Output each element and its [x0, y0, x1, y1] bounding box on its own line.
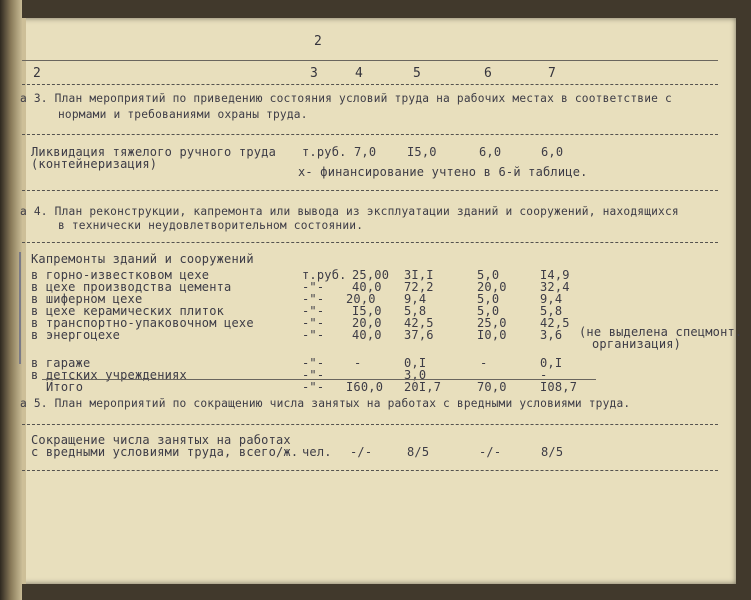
total-value-col5: 20I,7 — [404, 380, 442, 394]
section5-value-col6: -/- — [479, 445, 502, 459]
section5-row-unit: чел. — [302, 445, 332, 459]
section4-group-header: Капремонты зданий и сооружений — [31, 252, 254, 266]
row-value-col7: 32,4 — [540, 280, 570, 294]
row-value-col5: 5,8 — [404, 304, 427, 318]
row-value-col6: - — [480, 356, 488, 370]
row-value-col6: 5,0 — [477, 292, 500, 306]
row-unit: -"- — [302, 356, 325, 370]
row-value-col4: I5,0 — [352, 304, 382, 318]
row-value-col4: - — [354, 356, 362, 370]
section3-value-col7: 6,0 — [541, 145, 564, 159]
header-top-rule — [22, 60, 718, 61]
row-name: в детских учреждениях — [31, 368, 187, 382]
row-name: в гараже — [31, 356, 91, 370]
row-value-col6: 25,0 — [477, 316, 507, 330]
section3-value-col5: I5,0 — [407, 145, 437, 159]
row-value-col4: 40,0 — [352, 280, 382, 294]
col-header-5: 5 — [413, 66, 422, 81]
section5-rule-bottom — [22, 470, 718, 471]
margin-pencil-mark — [19, 252, 21, 364]
row-value-col7: I4,9 — [540, 268, 570, 282]
total-unit: -"- — [302, 380, 325, 394]
row-value-col6: 5,0 — [477, 304, 500, 318]
section5-value-col4: -/- — [350, 445, 373, 459]
row-value-col5: 42,5 — [404, 316, 434, 330]
row-unit: -"- — [302, 328, 325, 342]
row-value-col6: 20,0 — [477, 280, 507, 294]
section3-footnote: х- финансирование учтено в 6-й таблице. — [298, 165, 588, 179]
row-value-col6: I0,0 — [477, 328, 507, 342]
row-value-col7: 5,8 — [540, 304, 563, 318]
row-unit: т.руб. — [302, 268, 347, 282]
row-value-col7: 3,6 — [540, 328, 563, 342]
col-header-4: 4 — [355, 66, 364, 81]
row-value-col5: 72,2 — [404, 280, 434, 294]
col-header-7: 7 — [548, 66, 557, 81]
col-header-6: 6 — [484, 66, 493, 81]
row-value-col5: 3,0 — [404, 368, 427, 382]
total-label: Итого — [46, 380, 84, 394]
row-unit: -"- — [302, 368, 325, 382]
section5-value-col7: 8/5 — [541, 445, 564, 459]
section3-value-col6: 6,0 — [479, 145, 502, 159]
header-bottom-rule — [22, 84, 718, 85]
section5-row-name-line2: с вредными условиями труда, всего/ж. — [31, 445, 299, 459]
section5-value-col5: 8/5 — [407, 445, 430, 459]
row-value-col5: 3I,I — [404, 268, 434, 282]
row-value-col7: 42,5 — [540, 316, 570, 330]
section3-title-line2: нормами и требованиями охраны труда. — [58, 108, 308, 121]
section5-row-name-line1: Сокращение числа занятых на работах — [31, 433, 291, 447]
section3-rule-bottom — [22, 190, 718, 191]
side-note-line2: организация) — [592, 337, 682, 351]
row-value-col5: 37,6 — [404, 328, 434, 342]
row-value-col5: 0,I — [404, 356, 427, 370]
row-value-col4: 25,00 — [352, 268, 390, 282]
row-value-col6: 5,0 — [477, 268, 500, 282]
side-note-line1: (не выделена спецмонт. — [579, 325, 743, 339]
row-name: в цехе производства цемента — [31, 280, 232, 294]
row-unit: -"- — [302, 304, 325, 318]
row-value-col7: - — [540, 368, 548, 382]
section4-title-line2: в технически неудовлетворительном состоянии. — [58, 219, 364, 232]
row-value-col4: 40,0 — [352, 328, 382, 342]
total-value-col4: I60,0 — [346, 380, 384, 394]
section3-value-col4: 7,0 — [354, 145, 377, 159]
section3-title-line1: а 3. План мероприятий по приведению состояния условий труда на рабочих местах в соответствие с — [20, 92, 672, 105]
section3-row-unit: т.руб. — [302, 145, 347, 159]
section4-title-line1: а 4. План реконструкции, капремонта или вывода из эксплуатации зданий и сооружений, находящихся — [20, 205, 679, 218]
section3-rule-top — [22, 134, 718, 135]
page-number: 2 — [314, 34, 323, 49]
row-name: в горно-известковом цехе — [31, 268, 210, 282]
row-value-col4: 20,0 — [346, 292, 376, 306]
row-unit: -"- — [302, 316, 325, 330]
row-value-col4: 20,0 — [352, 316, 382, 330]
col-header-3: 3 — [310, 66, 319, 81]
total-value-col6: 70,0 — [477, 380, 507, 394]
row-value-col7: 0,I — [540, 356, 563, 370]
row-value-col5: 9,4 — [404, 292, 427, 306]
section3-row-name-line1: Ликвидация тяжелого ручного труда — [31, 145, 277, 159]
row-unit: -"- — [302, 280, 325, 294]
section5-title: а 5. План мероприятий по сокращению числа занятых на работах с вредными условиями труда. — [20, 397, 631, 410]
section3-row-name-line2: (контейнеризация) — [31, 157, 158, 171]
section5-rule-top — [22, 424, 718, 425]
row-name: в цехе керамических плиток — [31, 304, 225, 318]
row-name: в шиферном цехе — [31, 292, 143, 306]
col-header-2: 2 — [33, 66, 42, 81]
row-name: в транспортно-упаковочном цехе — [31, 316, 254, 330]
total-value-col7: I08,7 — [540, 380, 578, 394]
row-value-col7: 9,4 — [540, 292, 563, 306]
row-name: в энергоцехе — [31, 328, 121, 342]
section4-rule-top — [22, 242, 718, 243]
row-unit: -"- — [302, 292, 325, 306]
